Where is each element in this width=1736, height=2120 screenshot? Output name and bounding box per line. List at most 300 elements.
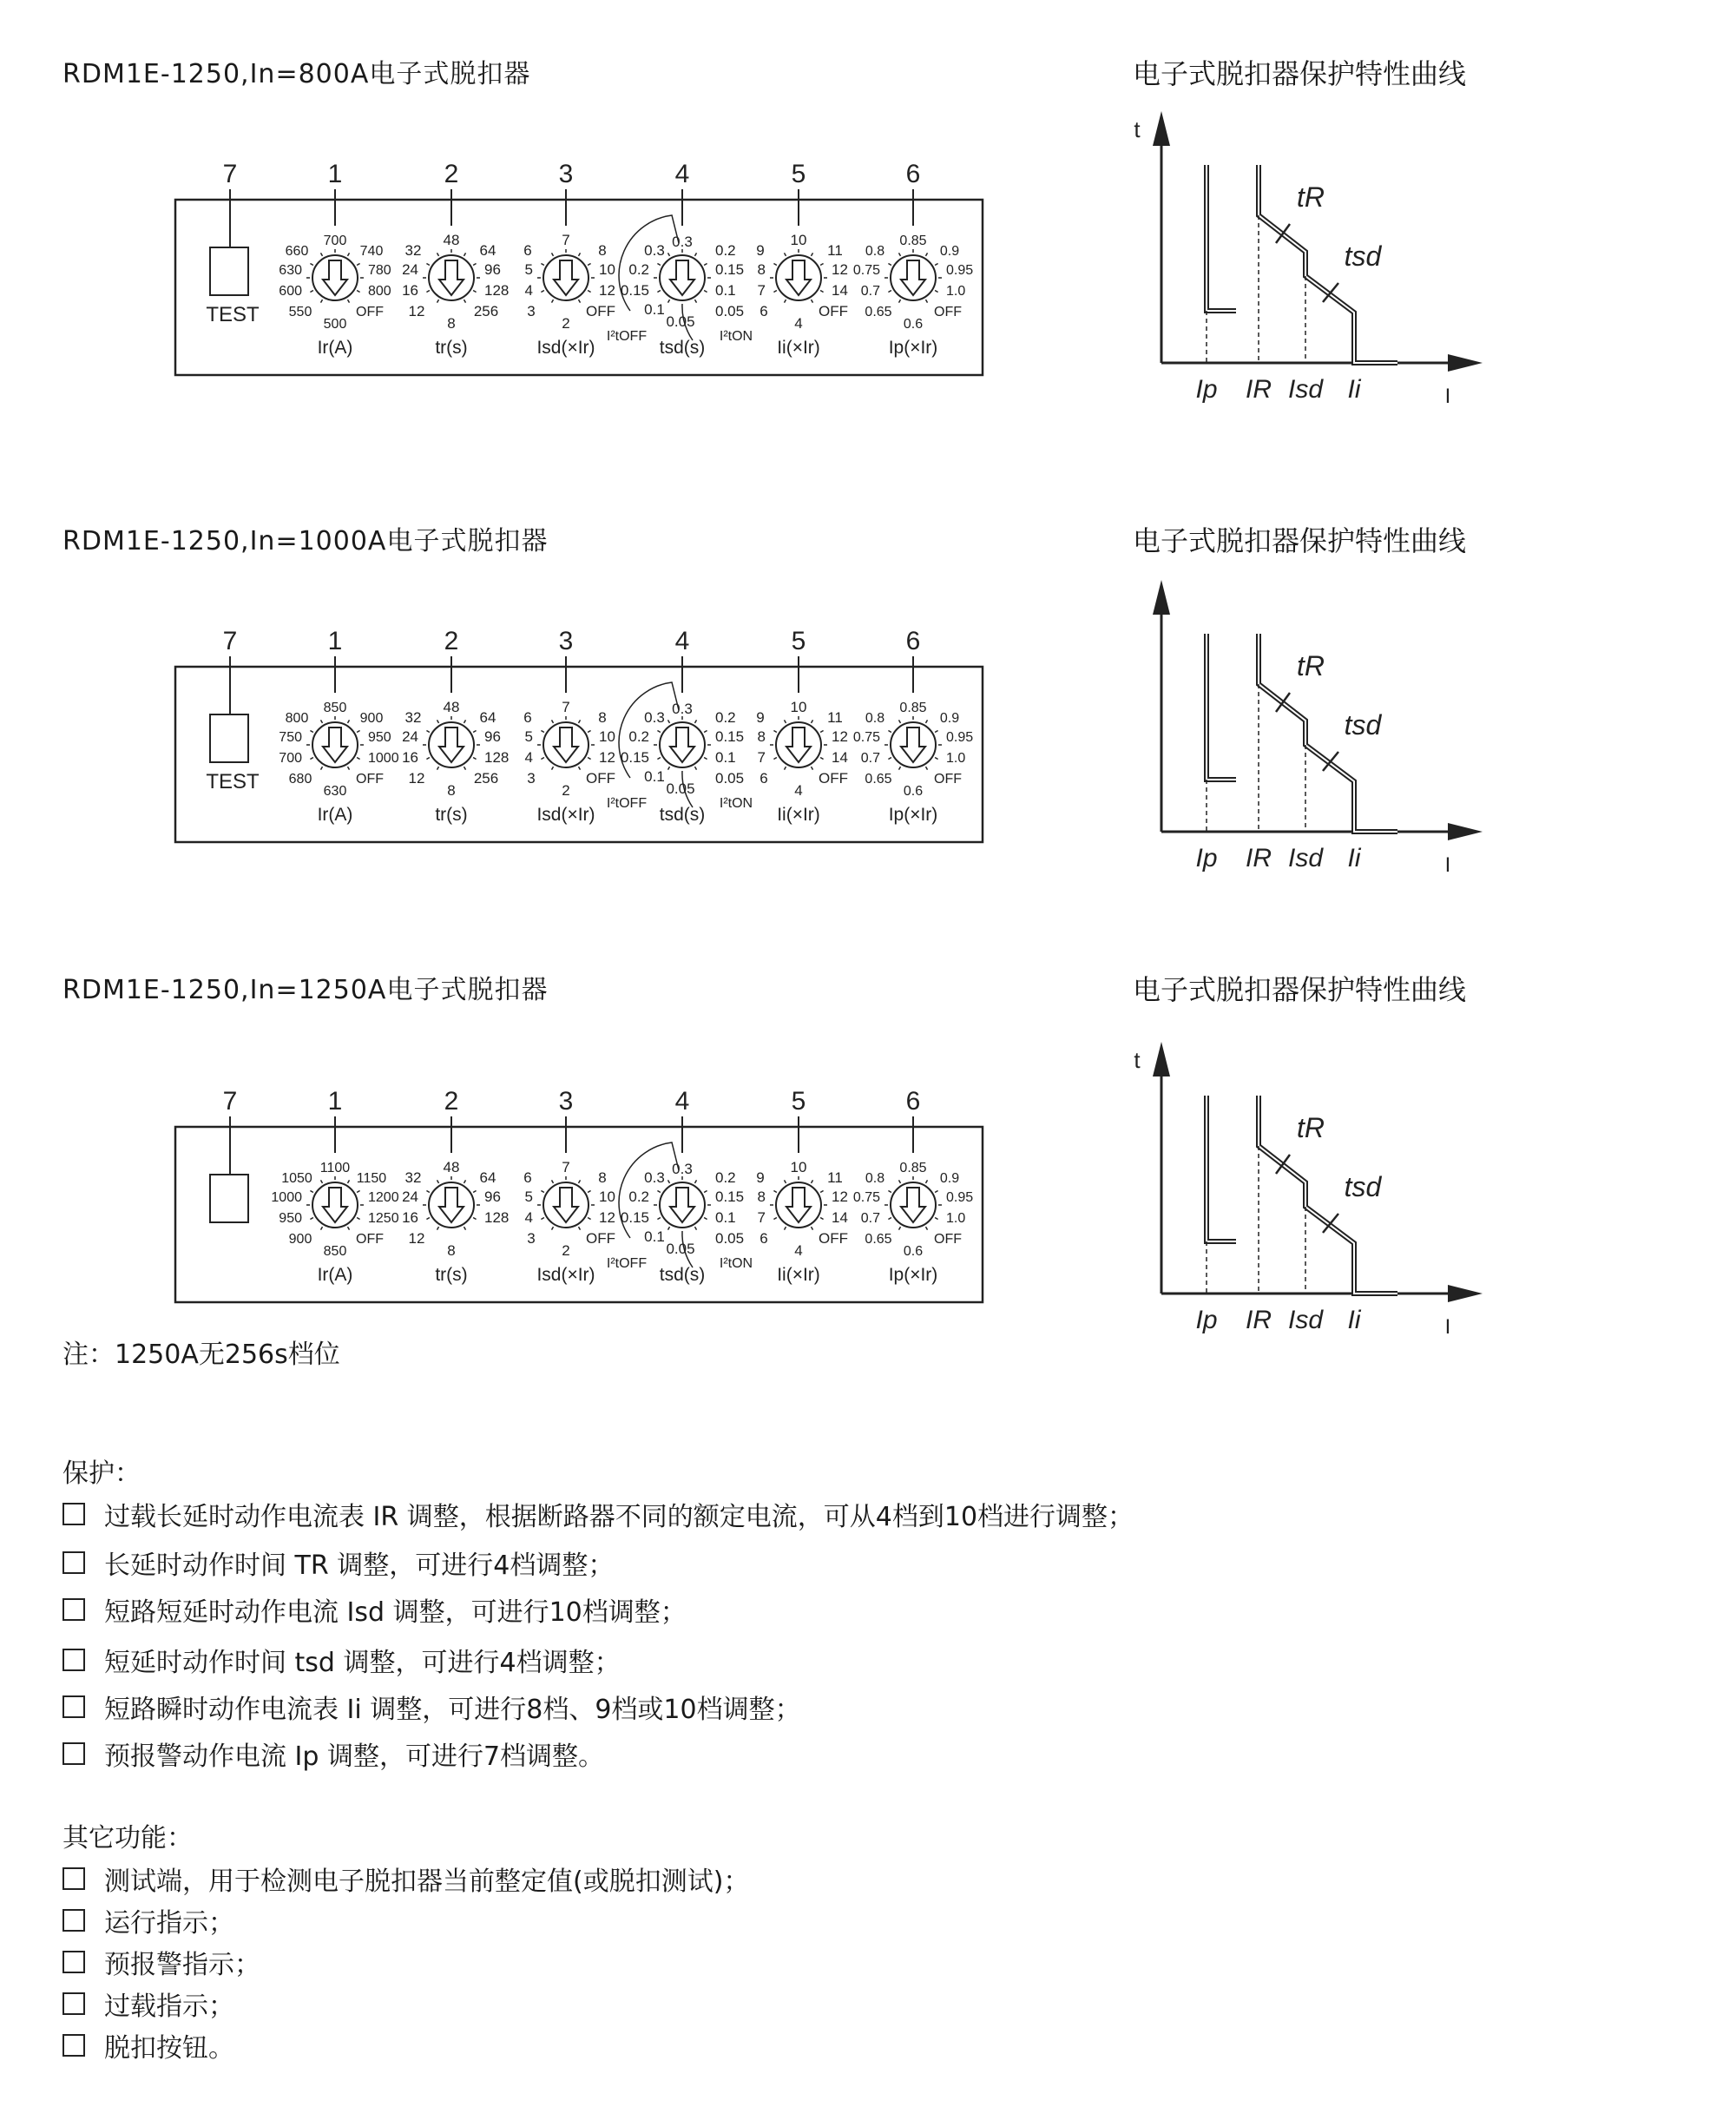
arrow-right-icon — [1448, 1285, 1483, 1302]
down-arrow-icon — [670, 728, 694, 762]
dial-2-value: 12 — [599, 749, 615, 766]
dial-2-value: 5 — [524, 728, 533, 745]
curve-tsd-label: tsd — [1344, 709, 1382, 741]
dial-5-value: 0.8 — [865, 1171, 885, 1186]
tsd-value: 0.05 — [715, 1230, 745, 1247]
dial-label: tr(s) — [435, 805, 468, 825]
dial-tick — [704, 264, 707, 266]
dial-label: tsd(s) — [659, 1265, 706, 1285]
curve-i-label: I — [1444, 1315, 1451, 1339]
dial-1-value: 12 — [408, 303, 425, 319]
dial-tick — [321, 253, 323, 255]
dial-5-value: 0.7 — [860, 1211, 880, 1226]
dial-2-value: 10 — [599, 1188, 615, 1205]
other-item: 脱扣按钮。 — [62, 2026, 234, 2064]
dial-tick — [357, 1218, 359, 1220]
checkbox[interactable] — [62, 1909, 85, 1932]
dial-tick — [820, 264, 823, 266]
dial-tick — [321, 767, 323, 769]
dial-tick — [321, 1227, 323, 1229]
dial-5-value: 0.95 — [946, 1190, 974, 1205]
dial-2-value: 7 — [562, 699, 570, 715]
protection-item: 过载长延时动作电流表 IR 调整，根据断路器不同的额定电流，可从4档到10档进行调整； — [62, 1495, 1134, 1533]
dial-5-value: 0.65 — [865, 772, 892, 787]
dial-tick — [704, 291, 707, 293]
down-arrow-icon — [670, 260, 694, 295]
dial-0-knob — [312, 722, 358, 767]
dial-tick — [426, 1191, 429, 1193]
section-2-curve-title: 电子式脱扣器保护特性曲线 — [1133, 524, 1467, 557]
dial-0-value: 1100 — [319, 1161, 351, 1175]
dial-tick — [812, 720, 813, 722]
dial-5-knob — [891, 722, 936, 767]
tsd-value: 0.15 — [620, 282, 649, 299]
dial-1-value: 48 — [443, 232, 460, 248]
section-1-curve-title: 电子式脱扣器保护特性曲线 — [1133, 57, 1467, 90]
down-arrow-icon — [439, 260, 464, 295]
dial-tick — [926, 720, 928, 722]
down-arrow-icon — [901, 1188, 925, 1222]
dial-2-value: 6 — [523, 1169, 532, 1186]
dial-5-value: 1.0 — [946, 284, 966, 299]
dial-label: Ip(×Ir) — [888, 805, 938, 825]
dial-tick — [899, 253, 901, 255]
curve-axis-label: Isd — [1287, 375, 1324, 404]
dial-4-value: 8 — [757, 728, 766, 745]
dial-tick — [588, 1218, 590, 1220]
dial-5-value: 0.75 — [852, 730, 880, 745]
arrow-up-icon — [1153, 1042, 1170, 1076]
dial-1-value: 16 — [402, 1209, 418, 1226]
dial-tick — [541, 264, 543, 266]
dial-2-value: 7 — [562, 232, 570, 248]
dial-5-value: 0.8 — [865, 711, 885, 726]
dial-tick — [552, 300, 554, 302]
dial-0-value: 1000 — [271, 1190, 302, 1205]
dial-tick — [695, 300, 697, 302]
dial-tick — [464, 253, 466, 255]
dial-2-value: 5 — [524, 1188, 533, 1205]
dial-5-knob — [891, 1182, 936, 1228]
tsd-i2t-on: I²tON — [719, 329, 753, 344]
ip-curve — [1207, 634, 1236, 780]
protection-item: 短路瞬时动作电流表 Ii 调整，可进行8档、9档或10档调整； — [62, 1688, 801, 1726]
dial-0-value: 680 — [288, 772, 312, 787]
section-3-title: RDM1E-1250,In=1250A电子式脱扣器 — [62, 975, 549, 1005]
dial-2-value: OFF — [586, 770, 615, 787]
dial-4-value: 12 — [832, 1188, 848, 1205]
dial-tick — [695, 720, 697, 722]
dial-tick — [668, 720, 670, 722]
position-number: 5 — [791, 627, 806, 655]
dial-1-value: 48 — [443, 1159, 460, 1175]
dial-tick — [588, 758, 590, 760]
dial-tick — [695, 1227, 697, 1229]
dial-5-value: 0.9 — [939, 1171, 960, 1186]
checkbox[interactable] — [62, 1992, 85, 2015]
down-arrow-icon — [323, 260, 347, 295]
dial-2-value: 3 — [527, 1230, 536, 1247]
dial-4-value: 11 — [827, 709, 843, 726]
dial-2-value: 6 — [523, 709, 532, 726]
dial-1-value: 128 — [484, 1209, 510, 1226]
section-1-title: RDM1E-1250,In=800A电子式脱扣器 — [62, 59, 531, 89]
dial-tick — [812, 1180, 813, 1182]
dial-tick — [310, 731, 312, 733]
position-number: 2 — [444, 627, 459, 655]
arrow-right-icon — [1448, 823, 1483, 840]
dial-tick — [473, 291, 476, 293]
position-number: 6 — [905, 627, 921, 655]
dial-tick — [899, 300, 901, 302]
checkbox[interactable] — [62, 1551, 85, 1574]
down-arrow-icon — [786, 1188, 811, 1222]
dial-1-value: 8 — [447, 1242, 456, 1259]
dial-1-value: 12 — [408, 1230, 425, 1247]
protection-heading: 保护： — [62, 1458, 141, 1489]
tsd-value: 0.2 — [715, 709, 736, 726]
tsd-value: 0.2 — [628, 728, 649, 745]
dial-tick — [899, 1227, 901, 1229]
checkbox[interactable] — [62, 1649, 85, 1671]
dial-4-value: 6 — [760, 770, 768, 787]
tsd-value: 0.05 — [666, 780, 695, 797]
dial-tick — [348, 1227, 350, 1229]
dial-1-value: 256 — [473, 770, 499, 787]
dial-1-value: 128 — [484, 282, 510, 299]
dial-4-knob — [776, 255, 821, 300]
tsd-value: 0.1 — [644, 301, 665, 318]
dial-0-value: OFF — [356, 772, 384, 787]
checkbox[interactable] — [62, 1503, 85, 1525]
down-arrow-icon — [554, 260, 578, 295]
dial-1-value: 96 — [484, 728, 501, 745]
dial-0-value: OFF — [356, 1232, 384, 1247]
curve-tr-label: tR — [1297, 1112, 1325, 1143]
tsd-value: 0.1 — [715, 282, 736, 299]
other-item: 过载指示； — [62, 1985, 234, 2023]
dial-tick — [541, 1191, 543, 1193]
dial-2-value: 6 — [523, 242, 532, 259]
dial-4-value: 11 — [827, 242, 843, 259]
position-number: 4 — [674, 1087, 690, 1116]
checkbox[interactable] — [62, 2034, 85, 2057]
dial-tick — [310, 758, 312, 760]
dial-tick — [668, 1180, 670, 1182]
curve-axis-label: IR — [1246, 844, 1272, 872]
down-arrow-icon — [439, 728, 464, 762]
dial-tick — [357, 264, 359, 266]
dial-tick — [310, 291, 312, 293]
dial-label: Ip(×Ir) — [888, 338, 938, 358]
down-arrow-icon — [439, 1188, 464, 1222]
protection-item: 短路短延时动作电流 Isd 调整，可进行10档调整； — [62, 1590, 687, 1629]
position-number: 5 — [791, 1087, 806, 1116]
dial-1-value: 96 — [484, 1188, 501, 1205]
checkbox[interactable] — [62, 1598, 85, 1621]
curve-axis-label: Ii — [1347, 1306, 1361, 1334]
dial-1-value: 64 — [479, 709, 496, 726]
curve-i-label: I — [1444, 853, 1451, 877]
dial-tick — [888, 758, 891, 760]
dial-2-value: 4 — [524, 1209, 533, 1226]
dial-2-value: 4 — [524, 749, 533, 766]
dial-2-value: 3 — [527, 303, 536, 319]
position-number: 1 — [327, 160, 343, 188]
dial-tick — [552, 720, 554, 722]
tsd-i2t-off: I²tOFF — [606, 1256, 648, 1271]
tsd-value: 0.3 — [672, 701, 693, 717]
dial-4-value: 9 — [756, 709, 765, 726]
dial-5-value: 0.95 — [946, 730, 974, 745]
dial-tick — [541, 758, 543, 760]
dial-tick — [935, 731, 937, 733]
dial-4-value: 10 — [790, 699, 807, 715]
dial-2-value: 2 — [562, 315, 570, 332]
dial-2-value: 12 — [599, 282, 615, 299]
dial-tick — [348, 300, 350, 302]
curve-axis-label: Ip — [1195, 1306, 1218, 1334]
dial-1-value: 96 — [484, 261, 501, 278]
dial-4-value: 7 — [757, 1209, 766, 1226]
dial-0-value: 700 — [323, 234, 347, 248]
position-number: 1 — [327, 1087, 343, 1116]
dial-0-value: 850 — [323, 701, 347, 715]
curve-axis-label: Ii — [1347, 844, 1361, 872]
dial-0-value: 850 — [323, 1244, 347, 1259]
dial-tick — [812, 1227, 813, 1229]
tsd-i2t-on: I²tON — [719, 1256, 753, 1271]
dial-2-knob — [543, 722, 589, 767]
dial-tick — [426, 264, 429, 266]
dial-0-value: 500 — [323, 317, 347, 332]
dial-4-value: 14 — [832, 749, 848, 766]
dial-5-value: 0.6 — [903, 1244, 924, 1259]
ip-curve — [1207, 1096, 1236, 1241]
position-number: 5 — [791, 160, 806, 188]
dial-5-value: 1.0 — [946, 1211, 966, 1226]
dial-tick — [473, 1191, 476, 1193]
down-arrow-icon — [786, 260, 811, 295]
dial-label: Ii(×Ir) — [777, 1265, 820, 1285]
curve-axis-label: IR — [1246, 1306, 1272, 1334]
test-button — [210, 247, 248, 295]
checkbox[interactable] — [62, 1867, 85, 1890]
dial-5-value: 0.85 — [899, 234, 927, 248]
test-button — [210, 714, 248, 762]
curve-tsd-label: tsd — [1344, 240, 1382, 272]
dial-label: Ir(A) — [317, 805, 353, 825]
dial-label: Isd(×Ir) — [536, 1265, 595, 1285]
tsd-i2t-on: I²tON — [719, 796, 753, 811]
curve-axis-label: Ip — [1195, 375, 1218, 404]
dial-1-value: 32 — [404, 709, 422, 726]
ip-curve-inner — [1207, 1096, 1236, 1241]
dial-tick — [785, 300, 786, 302]
dial-1-value: 64 — [479, 1169, 496, 1186]
dial-tick — [588, 731, 590, 733]
dial-5-knob — [891, 255, 936, 300]
dial-1-value: 16 — [402, 282, 418, 299]
down-arrow-icon — [323, 1188, 347, 1222]
tsd-value: 0.2 — [715, 242, 736, 259]
dial-4-value: 4 — [794, 1242, 803, 1259]
tsd-value: 0.3 — [644, 242, 665, 259]
dial-tick — [926, 1180, 928, 1182]
dial-tick — [321, 300, 323, 302]
dial-1-knob — [429, 722, 474, 767]
dial-4-value: 4 — [794, 315, 803, 332]
tsd-value: 0.2 — [628, 1188, 649, 1205]
dial-tick — [579, 720, 581, 722]
dial-tick — [541, 1218, 543, 1220]
tsd-value: 0.05 — [666, 313, 695, 330]
dial-tick — [464, 300, 466, 302]
tsd-value: 0.1 — [644, 768, 665, 785]
dial-tick — [668, 300, 670, 302]
dial-tick — [926, 767, 928, 769]
position-number: 6 — [905, 160, 921, 188]
dial-tick — [785, 253, 786, 255]
curve-tr-label: tR — [1297, 181, 1325, 213]
tsd-value: 0.1 — [715, 749, 736, 766]
dial-tick — [348, 253, 350, 255]
dial-tick — [464, 1180, 466, 1182]
dial-2-knob — [543, 1182, 589, 1228]
curve-axis-label: Isd — [1287, 844, 1324, 872]
dial-tick — [437, 1180, 439, 1182]
dial-5-value: 0.75 — [852, 1190, 880, 1205]
curve-axis-label: Isd — [1287, 1306, 1324, 1334]
dial-2-value: 8 — [598, 709, 607, 726]
down-arrow-icon — [554, 728, 578, 762]
curve-t-label: t — [1134, 116, 1141, 142]
dial-tick — [657, 758, 660, 760]
other-item: 预报警指示； — [62, 1943, 260, 1981]
test-button — [210, 1175, 248, 1222]
position-number: 1 — [327, 627, 343, 655]
tsd-value: 0.15 — [715, 728, 745, 745]
dial-tick — [357, 1191, 359, 1193]
dial-1-knob — [429, 1182, 474, 1228]
dial-tick — [437, 253, 439, 255]
dial-0-value: 750 — [279, 730, 302, 745]
dial-tick — [773, 758, 776, 760]
tsd-value: 0.3 — [644, 1169, 665, 1186]
dial-tick — [348, 720, 350, 722]
dial-4-value: 14 — [832, 1209, 848, 1226]
position-number: 7 — [222, 160, 238, 188]
dial-0-knob — [312, 255, 358, 300]
dial-tick — [888, 1191, 891, 1193]
dial-label: Isd(×Ir) — [536, 805, 595, 825]
tsd-value: 0.05 — [666, 1241, 695, 1257]
dial-tick — [820, 1218, 823, 1220]
dial-0-value: 1150 — [356, 1171, 387, 1186]
dial-4-value: 6 — [760, 303, 768, 319]
down-arrow-icon — [554, 1188, 578, 1222]
dial-tick — [926, 253, 928, 255]
dial-0-value: 630 — [279, 263, 302, 278]
dial-tick — [588, 291, 590, 293]
dial-4-knob — [776, 722, 821, 767]
arrow-up-icon — [1153, 580, 1170, 615]
dial-tick — [464, 1227, 466, 1229]
dial-3-knob — [660, 1182, 705, 1228]
down-arrow-icon — [786, 728, 811, 762]
dial-0-value: 1200 — [368, 1190, 399, 1205]
position-number: 7 — [222, 1087, 238, 1116]
dial-label: Ii(×Ir) — [777, 805, 820, 825]
protection-item: 长延时动作时间 TR 调整，可进行4档调整； — [62, 1544, 614, 1582]
dial-tick — [426, 731, 429, 733]
dial-5-value: 0.7 — [860, 284, 880, 299]
dial-label: tr(s) — [435, 338, 468, 358]
dial-label: Ir(A) — [317, 1265, 353, 1285]
dial-0-knob — [312, 1182, 358, 1228]
tsd-value: 0.1 — [715, 1209, 736, 1226]
dial-2-value: 2 — [562, 782, 570, 799]
dial-4-value: 6 — [760, 1230, 768, 1247]
dial-tick — [357, 731, 359, 733]
dial-tick — [310, 264, 312, 266]
dial-tick — [668, 253, 670, 255]
dial-tick — [552, 767, 554, 769]
dial-4-value: 7 — [757, 282, 766, 299]
dial-tick — [552, 253, 554, 255]
curve-i-label: I — [1444, 385, 1451, 408]
dial-tick — [541, 731, 543, 733]
dial-tick — [935, 758, 937, 760]
curve-axis-label: Ii — [1347, 375, 1361, 404]
dial-tick — [773, 1191, 776, 1193]
dial-tick — [473, 758, 476, 760]
dial-tick — [348, 767, 350, 769]
dial-4-value: 14 — [832, 282, 848, 299]
dial-0-value: OFF — [356, 305, 384, 319]
position-number: 4 — [674, 160, 690, 188]
dial-3-knob — [660, 722, 705, 767]
dial-tick — [704, 1218, 707, 1220]
dial-4-value: 10 — [790, 1159, 807, 1175]
dial-2-value: 2 — [562, 1242, 570, 1259]
dial-tick — [820, 291, 823, 293]
dial-5-value: 0.9 — [939, 244, 960, 259]
dial-tick — [695, 767, 697, 769]
dial-0-value: 740 — [359, 244, 384, 259]
ip-curve-inner — [1207, 634, 1236, 780]
down-arrow-icon — [901, 260, 925, 295]
dial-5-value: OFF — [934, 772, 962, 787]
dial-tick — [695, 253, 697, 255]
position-number: 4 — [674, 627, 690, 655]
dial-4-value: OFF — [819, 1230, 848, 1247]
ip-curve — [1207, 165, 1236, 311]
checkbox[interactable] — [62, 1742, 85, 1765]
dial-1-value: 8 — [447, 315, 456, 332]
dial-tick — [888, 264, 891, 266]
protection-item: 预报警动作电流 Ip 调整，可进行7档调整。 — [62, 1735, 604, 1773]
dial-4-value: 4 — [794, 782, 803, 799]
dial-2-value: 3 — [527, 770, 536, 787]
dial-4-value: 12 — [832, 261, 848, 278]
checkbox[interactable] — [62, 1695, 85, 1718]
dial-tick — [773, 264, 776, 266]
dial-4-value: OFF — [819, 303, 848, 319]
dial-0-value: 780 — [368, 263, 391, 278]
dial-label: tsd(s) — [659, 805, 706, 825]
checkbox[interactable] — [62, 1951, 85, 1973]
